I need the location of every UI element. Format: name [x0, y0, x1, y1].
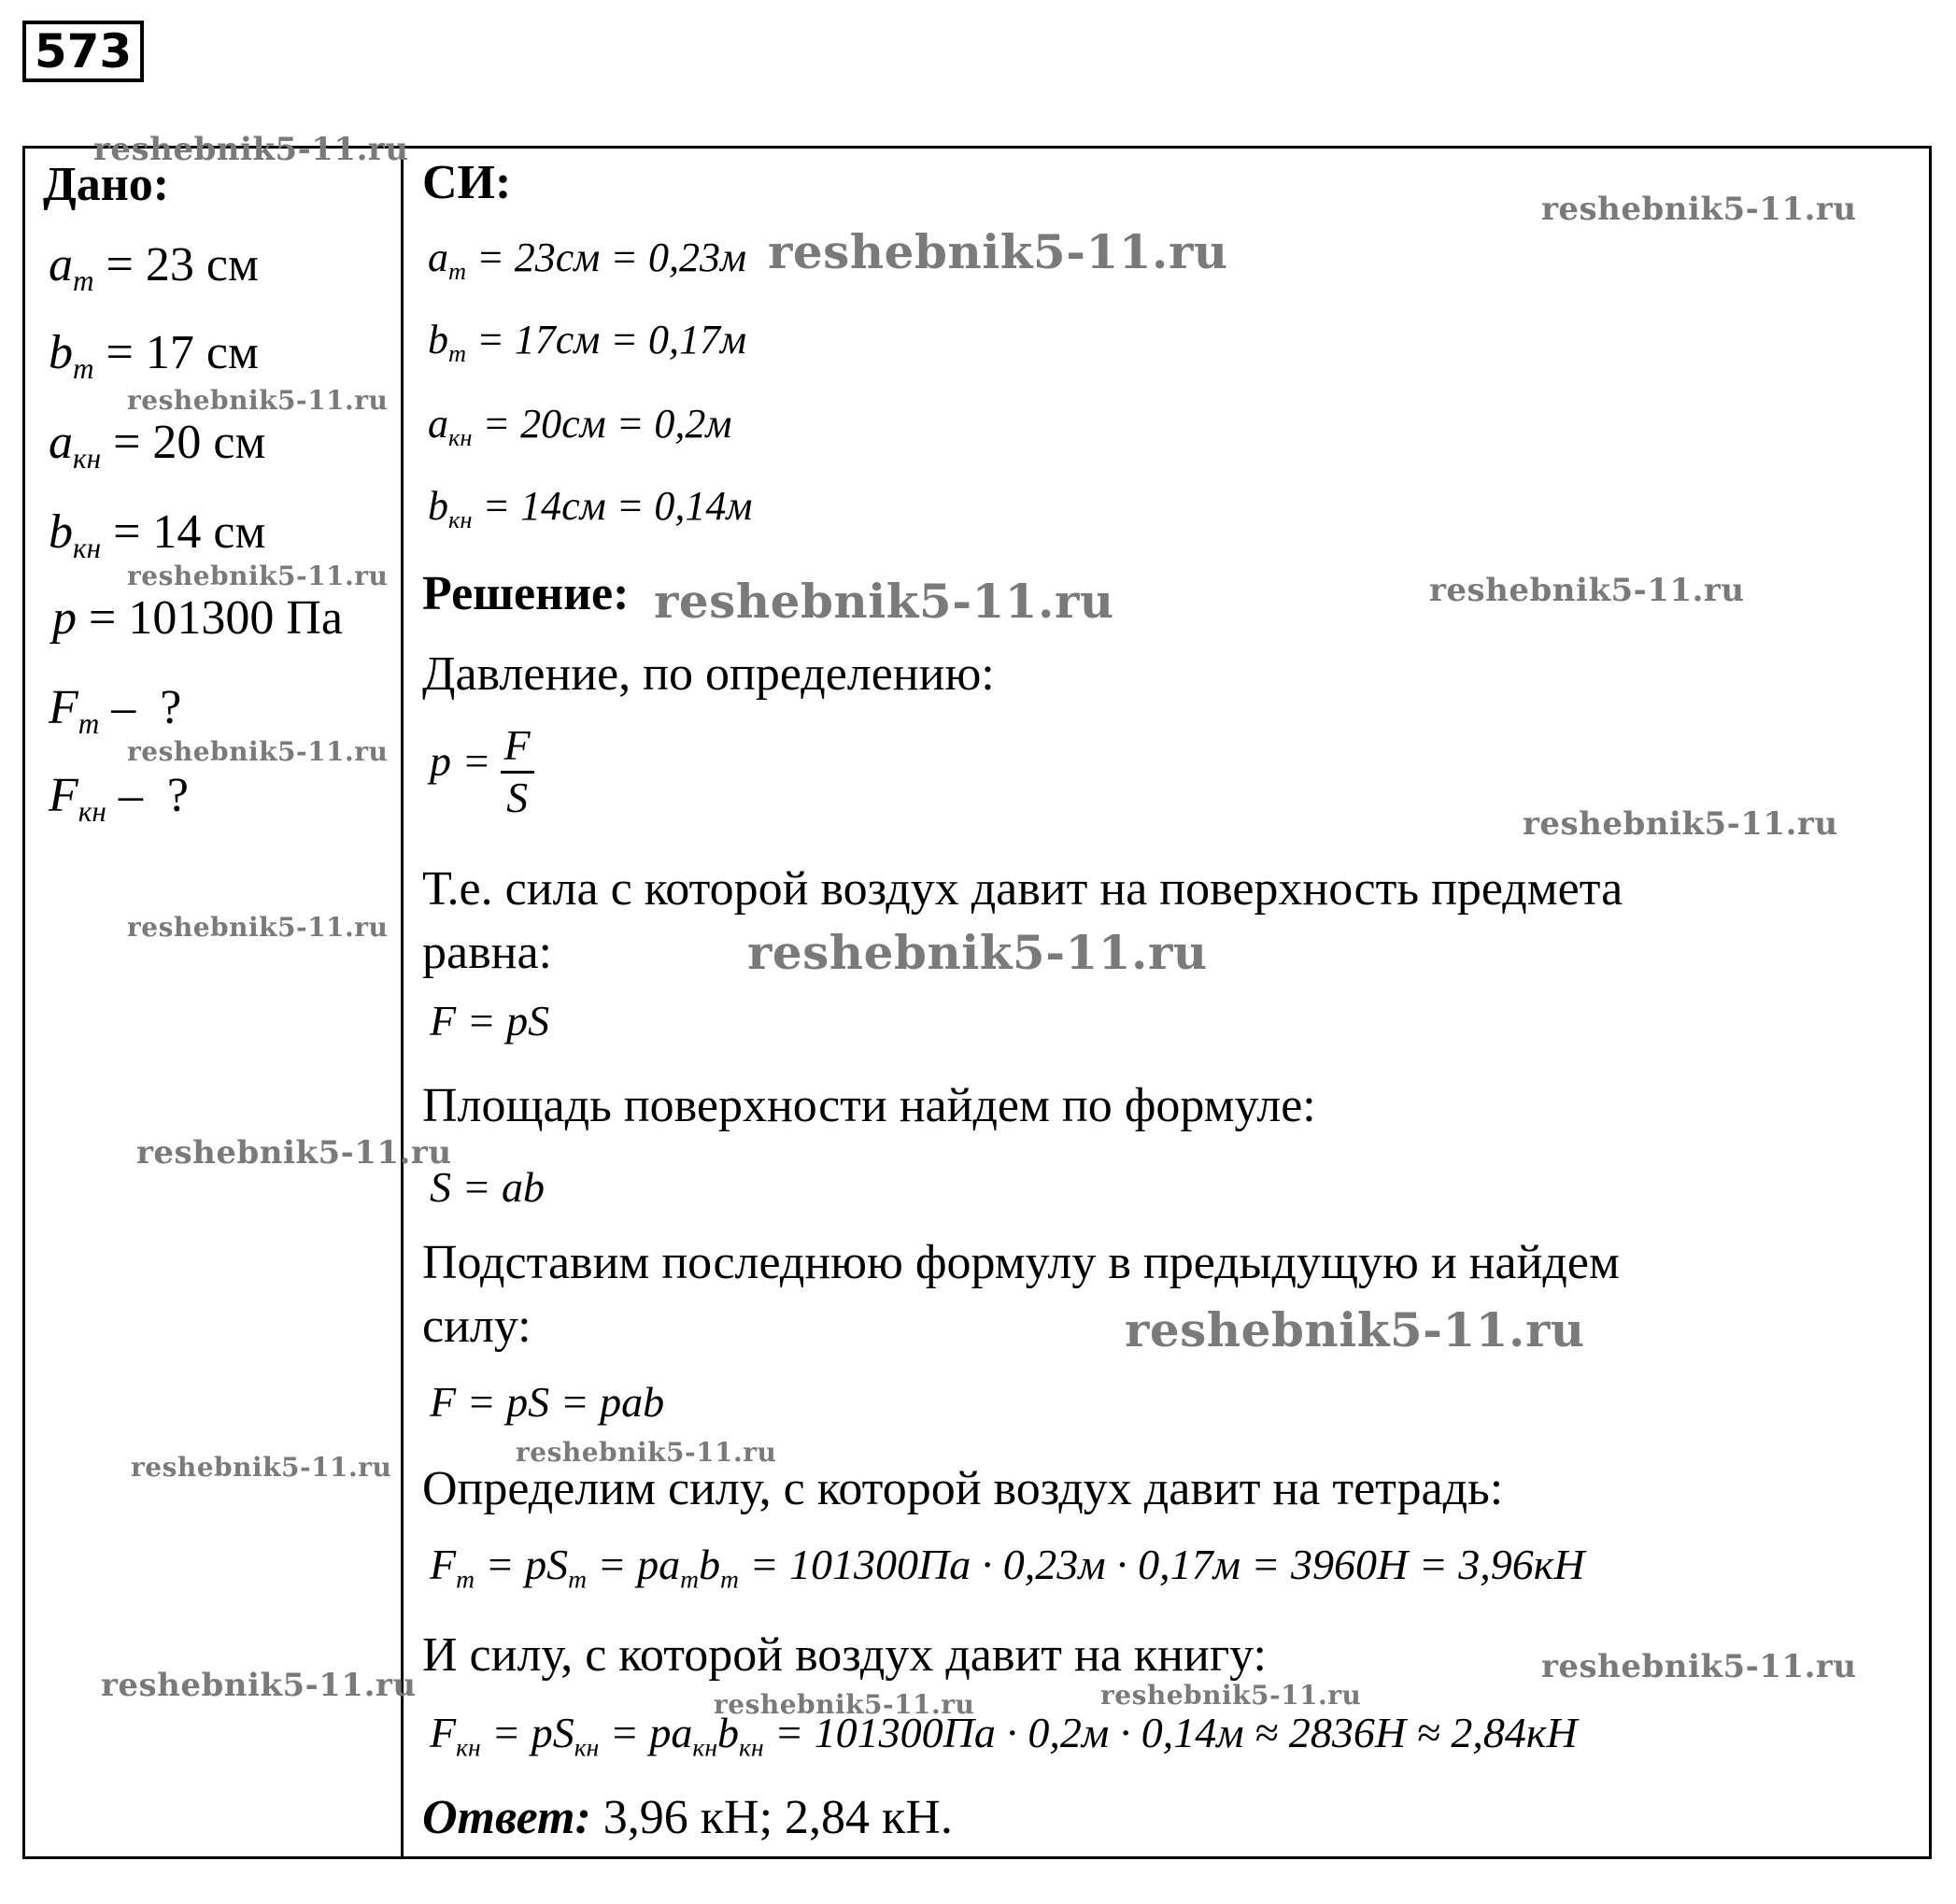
given-subscript: кн	[73, 441, 102, 475]
si-symbol: b	[428, 317, 448, 362]
watermark: reshebnik5-11.ru	[127, 736, 389, 767]
si-value: = 23см = 0,23м	[466, 234, 747, 280]
given-symbol: b	[49, 326, 73, 379]
watermark: reshebnik5-11.ru	[1125, 1302, 1585, 1357]
formula-book-force	[430, 1708, 1578, 1763]
solution-heading: Решение:	[422, 567, 630, 620]
si-line	[428, 316, 746, 368]
watermark: reshebnik5-11.ru	[768, 224, 1228, 279]
f5-sub: кн	[739, 1732, 764, 1762]
given-symbol: b	[49, 505, 73, 559]
f5-sub: кн	[456, 1732, 481, 1762]
f5-sub: кн	[692, 1732, 718, 1762]
si-symbol: a	[428, 401, 448, 447]
f4-sub: т	[456, 1564, 475, 1594]
si-value: = 17см = 0,17м	[466, 317, 747, 362]
watermark: reshebnik5-11.ru	[101, 1667, 417, 1704]
f5-part: b	[717, 1709, 740, 1756]
watermark: reshebnik5-11.ru	[127, 912, 389, 943]
formula-force-full: F = pS = pab	[430, 1378, 665, 1426]
text-force-line1: Т.е. сила с которой воздух давит на поверхность предмета	[422, 862, 1623, 916]
watermark: reshebnik5-11.ru	[127, 385, 389, 416]
formula-area: S = ab	[430, 1163, 546, 1211]
fraction-numerator: F	[501, 721, 534, 774]
watermark: reshebnik5-11.ru	[93, 131, 409, 168]
given-subscript: кн	[73, 531, 102, 564]
f5-part: = pS	[480, 1709, 574, 1756]
watermark: reshebnik5-11.ru	[714, 1689, 975, 1720]
fraction	[501, 721, 534, 823]
given-symbol: a	[49, 238, 73, 291]
answer-label: Ответ:	[422, 1791, 591, 1844]
formula-pressure	[430, 721, 534, 823]
f4-sub: т	[568, 1564, 588, 1594]
si-subscript: т	[448, 339, 467, 368]
given-line	[49, 768, 189, 829]
problem-number: 573	[22, 21, 144, 82]
si-symbol: a	[428, 234, 448, 280]
si-symbol: b	[428, 483, 448, 529]
si-subscript: т	[448, 257, 467, 286]
given-line	[49, 415, 265, 476]
given-subscript: кн	[78, 794, 106, 828]
given-value: = 17 см	[93, 326, 259, 379]
watermark: reshebnik5-11.ru	[1100, 1680, 1362, 1711]
given-subscript: т	[78, 706, 100, 740]
given-heading: Дано:	[43, 158, 170, 211]
watermark: reshebnik5-11.ru	[1541, 1648, 1857, 1685]
given-symbol: p	[52, 591, 77, 645]
si-heading: СИ:	[422, 156, 512, 209]
fraction-denominator: S	[506, 773, 529, 821]
text-notebook: Определим силу, с которой воздух давит на тетрадь:	[422, 1462, 1504, 1515]
watermark: reshebnik5-11.ru	[131, 1452, 392, 1483]
given-line	[49, 325, 259, 386]
given-subscript: т	[73, 263, 94, 297]
text-pressure-def: Давление, по определению:	[422, 647, 995, 701]
f4-part: = 101300Па · 0,23м · 0,17м = 3960Н = 3,96кН	[738, 1541, 1585, 1588]
given-symbol: F	[49, 681, 78, 734]
given-value: = 23 см	[93, 238, 259, 291]
given-symbol: F	[49, 769, 78, 822]
watermark: reshebnik5-11.ru	[1523, 805, 1838, 843]
f4-sub: т	[720, 1564, 739, 1594]
f5-part: = pa	[599, 1709, 693, 1756]
formula-notebook-force	[430, 1540, 1584, 1595]
f4-part: = pa	[587, 1541, 681, 1588]
answer-value: 3,96 кН; 2,84 кН.	[590, 1791, 953, 1844]
formula-force: F = pS	[430, 997, 550, 1044]
si-value: = 20см = 0,2м	[472, 401, 732, 447]
formula-pressure-lhs: p =	[430, 737, 491, 786]
column-divider	[401, 146, 404, 1859]
given-value: – ?	[106, 769, 189, 822]
text-substitute-line1: Подставим последнюю формулу в предыдущую и найдем	[422, 1236, 1620, 1289]
given-value: = 14 см	[101, 505, 266, 559]
si-value: = 14см = 0,14м	[472, 483, 753, 529]
text-substitute-line2: силу:	[422, 1300, 532, 1353]
watermark: reshebnik5-11.ru	[747, 925, 1208, 980]
text-force-line2: равна:	[422, 926, 552, 979]
answer-line	[422, 1790, 953, 1845]
given-symbol: a	[49, 416, 73, 469]
watermark: reshebnik5-11.ru	[136, 1134, 452, 1172]
watermark: reshebnik5-11.ru	[654, 574, 1114, 629]
f4-part: F	[430, 1541, 457, 1588]
given-value: – ?	[99, 681, 182, 734]
f4-sub: т	[680, 1564, 700, 1594]
f5-part: = 101300Па · 0,2м · 0,14м ≈ 2836Н ≈ 2,84кН	[763, 1709, 1578, 1756]
given-value: = 20 см	[101, 416, 266, 469]
text-book: И силу, с которой воздух давит на книгу:	[422, 1628, 1267, 1682]
watermark: reshebnik5-11.ru	[516, 1437, 777, 1468]
watermark: reshebnik5-11.ru	[1541, 191, 1857, 228]
si-subscript: кн	[448, 423, 473, 452]
si-subscript: кн	[448, 505, 473, 534]
given-value: = 101300 Па	[77, 591, 343, 645]
f5-sub: кн	[574, 1732, 600, 1762]
given-line	[49, 237, 259, 298]
given-line	[49, 504, 265, 565]
text-area: Площадь поверхности найдем по формуле:	[422, 1079, 1316, 1132]
f5-part: F	[430, 1709, 457, 1756]
si-line	[428, 400, 732, 452]
f4-part: b	[699, 1541, 721, 1588]
given-line	[49, 680, 181, 741]
given-subscript: т	[73, 351, 94, 385]
si-line	[428, 482, 753, 534]
watermark: reshebnik5-11.ru	[1429, 572, 1745, 609]
si-line	[428, 234, 746, 286]
given-line	[52, 590, 343, 651]
f4-part: = pS	[475, 1541, 569, 1588]
watermark: reshebnik5-11.ru	[127, 561, 389, 591]
